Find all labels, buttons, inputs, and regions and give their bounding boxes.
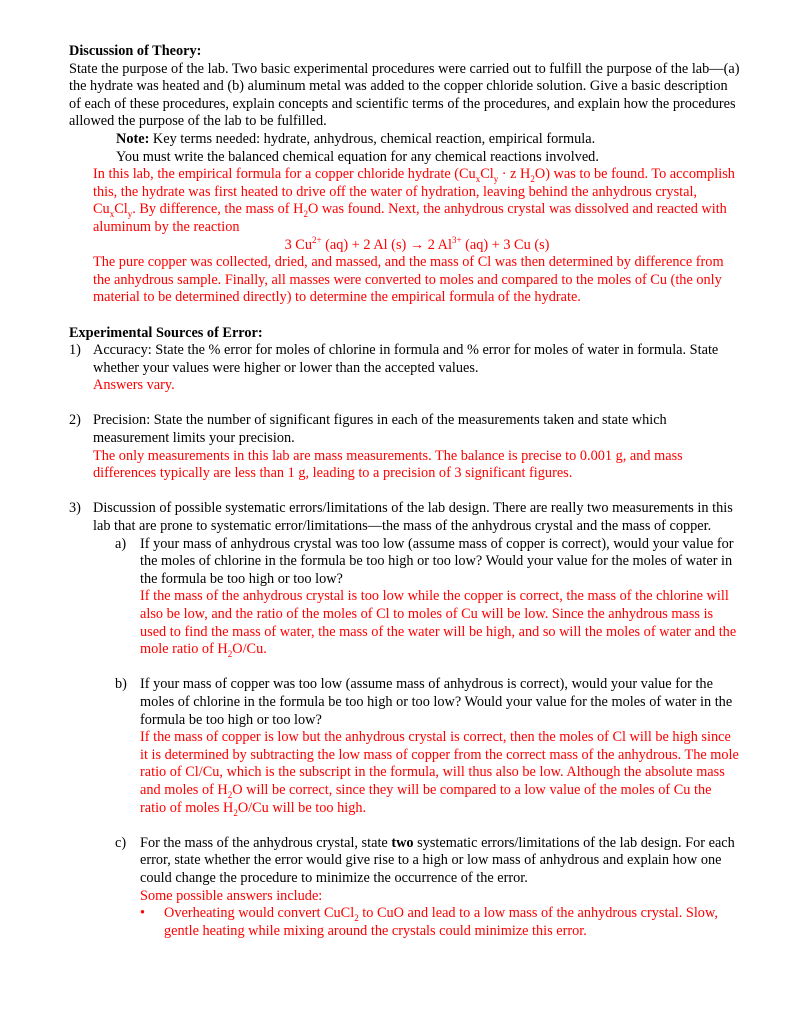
precision-question: Precision: State the number of significant figures in each of the measurements taken and state which measurement limits your precision. xyxy=(93,412,667,447)
accuracy-answer: Answers vary. xyxy=(93,377,175,394)
error-item-precision: 2) Precision: State the number of significant figures in each of the measurements taken and state which measurement limits your precision. The only measurements in this lab are mass measurements. The balance is precise to 0.001 g, and mass differences typically are less than 1 g, leading to a precision of 3 significant figures. xyxy=(69,412,741,482)
error-item-accuracy: 1) Accuracy: State the % error for moles of chlorine in formula and % error for moles of water in formula. State whether your values were higher or lower than the accepted values. Answers vary. xyxy=(69,342,741,395)
error-item-systematic: 3) Discussion of possible systematic errors/limitations of the lab design. There are really two measurements in this lab that are prone to systematic error/limitations—the mass of the anhydrous crystal and the mass of copper. xyxy=(69,500,741,535)
subitem-c: c) For the mass of the anhydrous crystal, state two systematic errors/limitations of the lab design. For each error, state whether the error would give rise to a high or low mass of anhydrous and explain how one could change the procedure to minimize the occurrence of the error. Some possible answers include: xyxy=(69,835,741,905)
note-line xyxy=(69,131,741,149)
subitem-c-answer-intro: Some possible answers include: xyxy=(140,887,323,904)
bullet-icon: • xyxy=(140,905,146,922)
note-label: Note: xyxy=(116,130,150,147)
subitem-b-answer: If the mass of copper is low but the anhydrous crystal is correct, then the moles of Cl will be high since it is determined by subtracting the low mass of copper from the correct mass of the anhydrous. The mole ratio of Cl/Cu, which is the subscript in the formula, will thus also be low. Although the absolute mass and moles of $H_2O$ will be correct, since they will be compared to a low value of the moles of Cu the ratio of moles $H_2O/Cu$ will be too high. xyxy=(140,729,739,818)
theory-heading: Discussion of Theory: xyxy=(69,43,202,59)
subitem-a-question: If your mass of anhydrous crystal was too low (assume mass of copper is correct), would your value for the moles of chlorine in the formula be too high or too low? Would your value for the moles of water in the formula be too high or too low? xyxy=(140,535,734,587)
theory-answer-conclusion: The pure copper was collected, dried, and massed, and the mass of Cl was then determined by difference from the anhydrous sample. Finally, all masses were converted to moles and compared to the moles of Cu (the only material to be determined directly) to determine the empirical formula of the hydrate. xyxy=(93,254,724,306)
document-content xyxy=(69,43,741,940)
equation-instruction: You must write the balanced chemical equation for any chemical reactions involved. xyxy=(116,148,599,165)
errors-heading: Experimental Sources of Error: xyxy=(69,324,263,341)
subitem-c-question: For the mass of the anhydrous crystal, state two systematic errors/limitations of the lab design. For each error, state whether the error would give rise to a high or low mass of anhydrous and explain how one could change the procedure to minimize the occurrence of the error. xyxy=(140,834,735,886)
subitem-b-question: If your mass of copper was too low (assume mass of anhydrous is correct), would your value for the moles of chlorine in the formula be too high or too low? Would your value for the moles of water in the formula be too high or too low? xyxy=(140,676,733,728)
subitem-c-bullet: • Overheating would convert CuCl$_2$ to CuO and lead to a low mass of the anhydrous crystal. Slow, gentle heating while mixing around the crystals could minimize this error. xyxy=(140,905,718,939)
precision-answer: The only measurements in this lab are mass measurements. The balance is precise to 0.001 g, and mass differences typically are less than 1 g, leading to a precision of 3 significant figures. xyxy=(93,447,683,482)
theory-answer: In this lab, the empirical formula for a copper chloride hydrate ($Cu_xCl_y \cdot z$ $H_2O$) was to be found. To accomplish this, the hydrate was first heated to drive off the water of hydration, leaving behind the anhydrous crystal, $Cu_xCl_y$. By difference, the mass of $H_2O$ was found. Next, the anhydrous crystal was dissolved and reacted with aluminum by the reaction 3 $Cu^{2+}$ (aq) + 2 Al (s) → 2 $Al^{3+}$ (aq) + 3 Cu (s) The pure copper was collected, dried, and massed, and the mass of Cl was then determined by difference from the anhydrous sample. Finally, all masses were converted to moles and compared to the moles of Cu (the only material to be determined directly) to determine the empirical formula of the hydrate. xyxy=(69,166,741,307)
subitem-a-answer: If the mass of the anhydrous crystal is too low while the copper is correct, the mass of the chlorine will also be low, and the ratio of the moles of Cl to moles of Cu will be low. Since the anhydrous mass is used to find the mass of water, the mass of the water will be high, and so will the moles of water and the mole ratio of $H_2O/Cu$. xyxy=(140,588,737,660)
theory-intro: State the purpose of the lab. Two basic experimental procedures were carried out to fulfill the purpose of the lab—(a) the hydrate was heated and (b) aluminum metal was added to the copper chloride solution. Give a basic description of each of these procedures, explain concepts and scientific terms of the procedures, and explain how the procedures allowed the purpose of the lab to be fulfilled. xyxy=(69,60,740,130)
systematic-question: Discussion of possible systematic errors/limitations of the lab design. There are really two measurements in this lab that are prone to systematic error/limitations—the mass of the anhydrous crystal and the mass of copper. xyxy=(93,500,733,535)
note-text: Key terms needed: hydrate, anhydrous, chemical reaction, empirical formula. xyxy=(149,130,596,147)
subitem-a: a) If your mass of anhydrous crystal was too low (assume mass of copper is correct), would your value for the moles of chlorine in the formula be too high or too low? Would your value for the moles of water in the formula be too high or too low? If the mass of the anhydrous crystal is too low while the copper is correct, the mass of the chlorine will also be low, and the ratio of the moles of Cl to moles of Cu will be low. Since the anhydrous mass is used to find the mass of water, the mass of the water will be high, and so will the moles of water and the mole ratio of $H_2O/Cu$. xyxy=(69,536,741,659)
subitem-b: b) If your mass of copper was too low (assume mass of anhydrous is correct), would your value for the moles of chlorine in the formula be too high or too low? Would your value for the moles of water in the formula be too high or too low? If the mass of copper is low but the anhydrous crystal is correct, then the moles of Cl will be high since it is determined by subtracting the low mass of copper from the correct mass of the anhydrous. The mole ratio of Cl/Cu, which is the subscript in the formula, will thus also be low. Although the absolute mass and moles of $H_2O$ will be correct, since they will be compared to a low value of the moles of Cu the ratio of moles $H_2O/Cu$ will be too high. xyxy=(69,676,741,817)
chemical-equation: 3 $Cu^{2+}$ (aq) + 2 Al (s) → 2 $Al^{3+}$ (aq) + 3 Cu (s) xyxy=(284,234,550,253)
accuracy-question: Accuracy: State the % error for moles of chlorine in formula and % error for moles of water in formula. State whether your values were higher or lower than the accepted values. xyxy=(93,342,719,376)
